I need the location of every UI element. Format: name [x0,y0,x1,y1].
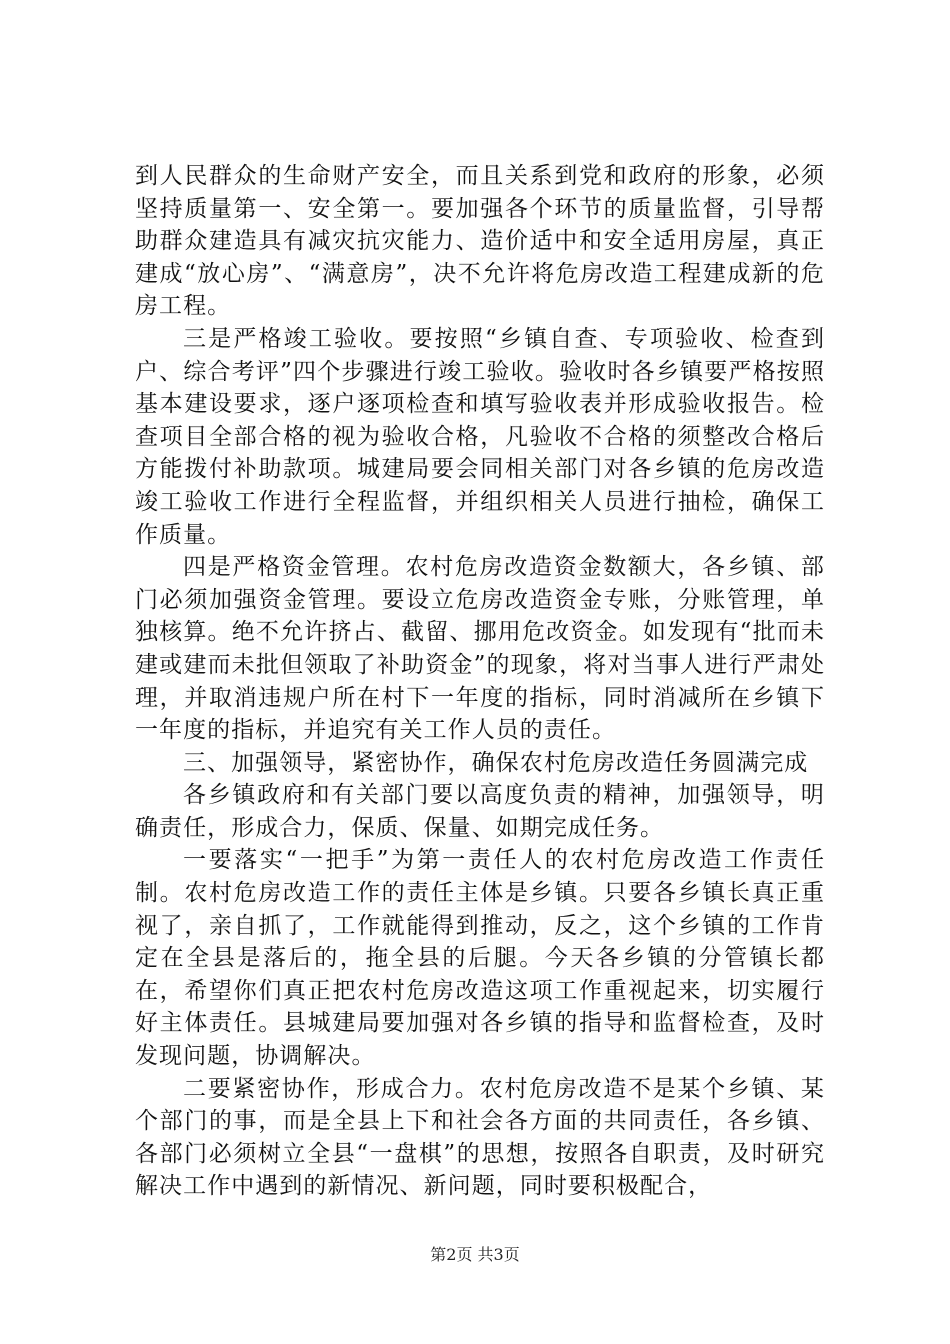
paragraph-responsibility: 一要落实“一把手”为第一责任人的农村危房改造工作责任制。农村危房改造工作的责任主体是乡镇。只要各乡镇长真正重视了，亲自抓了，工作就能得到推动，反之，这个乡镇的工作肯定在全县是落后的，拖全县的后腿。今天各乡镇的分管镇长都在，希望你们真正把农村危房改造这项工作重视起来，切实履行好主体责任。县城建局要加强对各乡镇的指导和监督检查，及时发现问题，协调解决。 [135,847,825,1070]
paragraph-funds: 四是严格资金管理。农村危房改造资金数额大，各乡镇、部门必须加强资金管理。要设立危房改造资金专账，分账管理，单独核算。绝不允许挤占、截留、挪用危改资金。如发现有“批而未建或建而未批但领取了补助资金”的现象，将对当事人进行严肃处理，并取消违规户所在村下一年度的指标，同时消减所在乡镇下一年度的指标，并追究有关工作人员的责任。 [135,554,825,744]
section-heading-leadership: 三、加强领导，紧密协作，确保农村危房改造任务圆满完成 [183,749,809,776]
paragraph-acceptance: 三是严格竣工验收。要按照“乡镇自查、专项验收、检查到户、综合考评”四个步骤进行竣工验收。验收时各乡镇要严格按照基本建设要求，逐户逐项检查和填写验收表并形成验收报告。检查项目全部合格的视为验收合格，凡验收不合格的须整改合格后方能拨付补助款项。城建局要会同相关部门对各乡镇的危房改造竣工验收工作进行全程监督，并组织相关人员进行抽检，确保工作质量。 [135,325,825,548]
paragraph-leadership-intro: 各乡镇政府和有关部门要以高度负责的精神，加强领导，明确责任，形成合力，保质、保量、如期完成任务。 [135,782,825,841]
paragraph-continued: 到人民群众的生命财产安全，而且关系到党和政府的形象，必须坚持质量第一、安全第一。要加强各个环节的质量监督，引导帮助群众建造具有减灾抗灾能力、造价适中和安全适用房屋，真正建成“放心房”、“满意房”，决不允许将危房改造工程建成新的危房工程。 [135,163,825,320]
page-number: 第2页 共3页 [430,1245,520,1264]
document-body [135,160,825,1203]
paragraph-cooperation: 二要紧密协作，形成合力。农村危房改造不是某个乡镇、某个部门的事，而是全县上下和社会各方面的共同责任，各乡镇、各部门必须树立全县“一盘棋”的思想，按照各自职责，及时研究解决工作中遇到的新情况、新问题，同时要积极配合， [135,1075,825,1200]
